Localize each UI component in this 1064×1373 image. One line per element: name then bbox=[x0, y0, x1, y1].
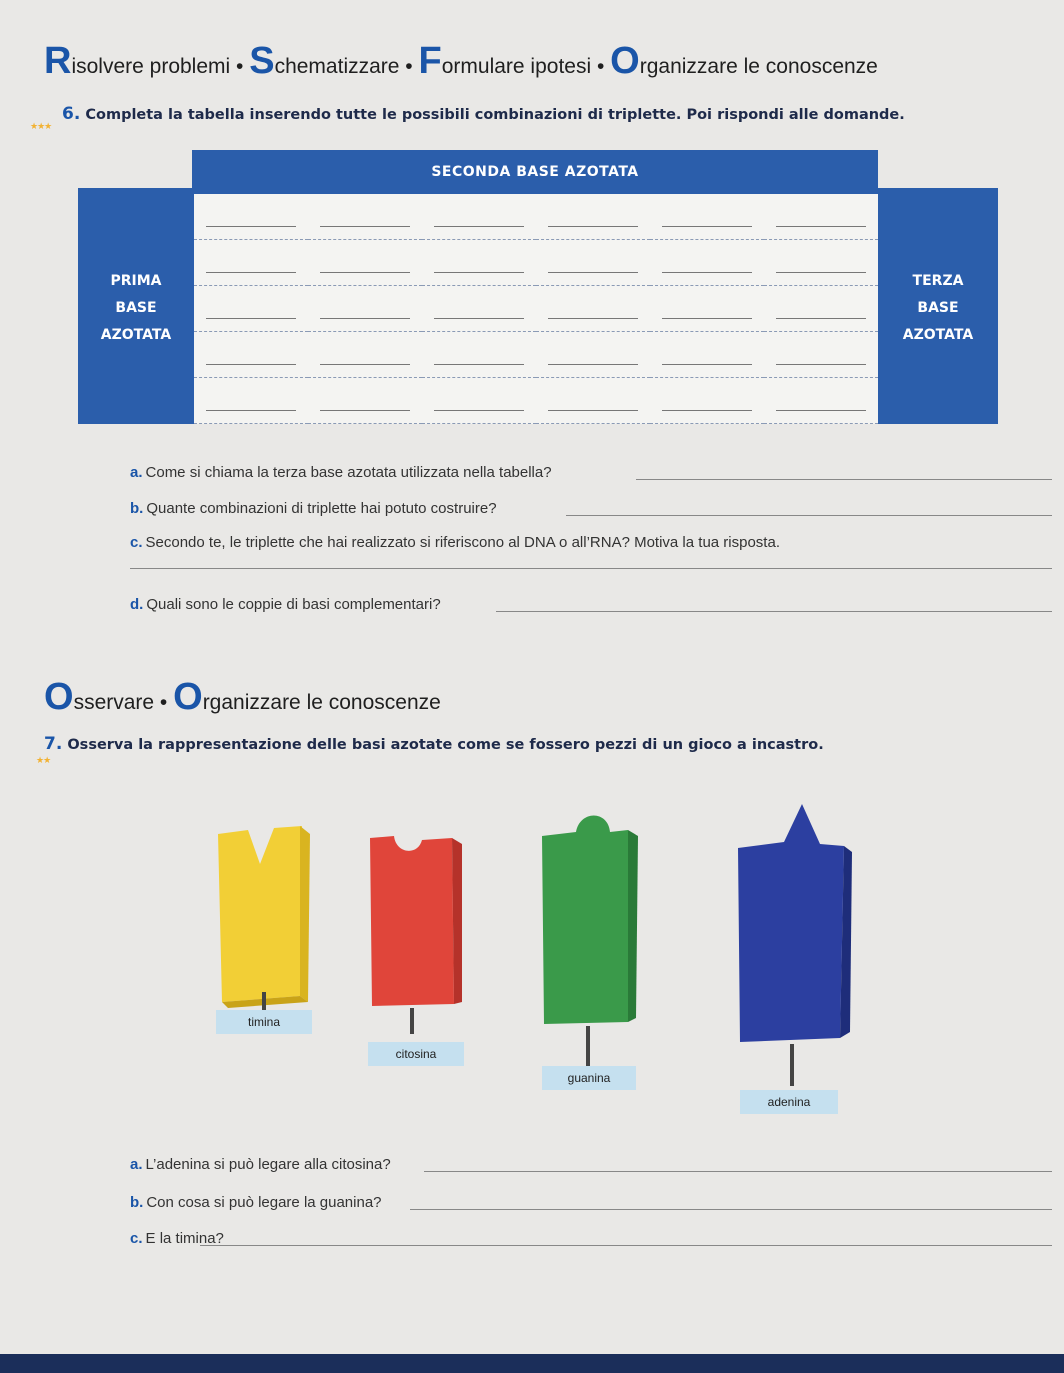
triplet-cell[interactable] bbox=[308, 332, 422, 378]
heading-initial: R bbox=[44, 40, 72, 82]
first-base-label-line: BASE bbox=[115, 300, 157, 316]
exercise-number: 7. bbox=[44, 734, 63, 754]
triplet-cell[interactable] bbox=[422, 194, 536, 240]
triplet-cell[interactable] bbox=[194, 194, 308, 240]
triplet-cell[interactable] bbox=[422, 378, 536, 424]
citosina-label: citosina bbox=[368, 1042, 464, 1066]
heading-word: rganizzare le conoscenze bbox=[639, 55, 878, 78]
heading-initial: F bbox=[418, 40, 442, 82]
question-6d bbox=[130, 596, 441, 613]
heading-word: sservare • bbox=[73, 691, 168, 714]
triplet-cell[interactable] bbox=[194, 286, 308, 332]
exercise-6-instruction bbox=[62, 104, 905, 124]
heading-initial: O bbox=[173, 676, 203, 718]
triplet-cell[interactable] bbox=[650, 332, 764, 378]
question-letter: c. bbox=[130, 534, 143, 551]
question-6c bbox=[130, 534, 780, 551]
adenina-piece-illustration bbox=[732, 800, 854, 1050]
triplet-cell[interactable] bbox=[308, 378, 422, 424]
triplet-cell[interactable] bbox=[422, 240, 536, 286]
first-base-label-line: AZOTATA bbox=[100, 327, 172, 343]
heading-word: rganizzare le conoscenze bbox=[202, 691, 441, 714]
difficulty-stars: ★★ bbox=[36, 756, 51, 766]
exercise-number: 6. bbox=[62, 104, 81, 124]
question-7a bbox=[130, 1156, 391, 1173]
heading-word: isolvere problemi • bbox=[71, 55, 244, 78]
first-base-label-line: PRIMA bbox=[110, 273, 162, 289]
triplet-cell[interactable] bbox=[764, 194, 878, 240]
adenina-label: adenina bbox=[740, 1090, 838, 1114]
question-letter: d. bbox=[130, 596, 144, 613]
question-text: L’adenina si può legare alla citosina? bbox=[145, 1156, 391, 1173]
heading-initial: O bbox=[44, 676, 74, 718]
triplet-cell[interactable] bbox=[650, 286, 764, 332]
question-letter: a. bbox=[130, 1156, 143, 1173]
question-text: Quante combinazioni di triplette hai potuto costruire? bbox=[146, 500, 497, 517]
exercise-text: Completa la tabella inserendo tutte le possibili combinazioni di triplette. Poi rispondi alle domande. bbox=[85, 107, 905, 123]
guanina-piece-illustration bbox=[536, 814, 640, 1034]
question-letter: a. bbox=[130, 464, 143, 481]
third-base-column bbox=[878, 188, 998, 424]
question-text: Con cosa si può legare la guanina? bbox=[146, 1194, 382, 1211]
exercise-7-instruction bbox=[44, 734, 824, 754]
question-text: Secondo te, le triplette che hai realizzato si riferiscono al DNA o all’RNA? Motiva la tua risposta. bbox=[145, 534, 780, 551]
triplet-cell[interactable] bbox=[536, 240, 650, 286]
triplet-cell[interactable] bbox=[650, 194, 764, 240]
answer-line-7b[interactable] bbox=[410, 1209, 1052, 1210]
third-base-label-line: AZOTATA bbox=[902, 327, 974, 343]
guanina-label: guanina bbox=[542, 1066, 636, 1090]
triplet-cell[interactable] bbox=[194, 240, 308, 286]
question-text: Quali sono le coppie di basi complementari? bbox=[146, 596, 441, 613]
triplet-cell[interactable] bbox=[764, 286, 878, 332]
third-base-label-line: TERZA bbox=[912, 273, 964, 289]
triplet-cell[interactable] bbox=[422, 332, 536, 378]
triplet-cell[interactable] bbox=[764, 240, 878, 286]
question-6a bbox=[130, 464, 552, 481]
triplet-cell[interactable] bbox=[536, 286, 650, 332]
difficulty-stars: ★★★ bbox=[30, 122, 52, 132]
heading-word: ormulare ipotesi • bbox=[441, 55, 605, 78]
section-heading-2 bbox=[44, 676, 441, 719]
triplet-cell[interactable] bbox=[308, 240, 422, 286]
question-text: Come si chiama la terza base azotata utilizzata nella tabella? bbox=[145, 464, 552, 481]
first-base-column bbox=[78, 188, 194, 424]
triplet-cell[interactable] bbox=[194, 378, 308, 424]
citosina-piece-illustration bbox=[366, 830, 466, 1020]
page-bottom-edge bbox=[0, 1354, 1064, 1373]
triplet-cell[interactable] bbox=[536, 332, 650, 378]
answer-line-7c[interactable] bbox=[200, 1245, 1052, 1246]
question-letter: b. bbox=[130, 500, 144, 517]
exercise-text: Osserva la rappresentazione delle basi azotate come se fossero pezzi di un gioco a incastro. bbox=[67, 737, 824, 753]
triplet-cell[interactable] bbox=[536, 194, 650, 240]
adenina-stem bbox=[790, 1044, 794, 1086]
third-base-label-line: BASE bbox=[917, 300, 959, 316]
section-heading-1 bbox=[44, 40, 878, 83]
table-header-second-base: SECONDA BASE AZOTATA bbox=[192, 150, 878, 194]
answer-line-6d[interactable] bbox=[496, 611, 1052, 612]
timina-stem bbox=[262, 992, 266, 1012]
triplet-cell[interactable] bbox=[650, 378, 764, 424]
answer-line-6c[interactable] bbox=[130, 568, 1052, 569]
heading-initial: O bbox=[610, 40, 640, 82]
question-6b bbox=[130, 500, 497, 517]
heading-word: chematizzare • bbox=[274, 55, 413, 78]
triplet-grid bbox=[194, 194, 878, 424]
triplet-cell[interactable] bbox=[422, 286, 536, 332]
timina-label: timina bbox=[216, 1010, 312, 1034]
answer-line-6a[interactable] bbox=[636, 479, 1052, 480]
question-letter: b. bbox=[130, 1194, 144, 1211]
question-7b bbox=[130, 1194, 382, 1211]
question-letter: c. bbox=[130, 1230, 143, 1247]
triplet-cell[interactable] bbox=[308, 194, 422, 240]
triplet-cell[interactable] bbox=[308, 286, 422, 332]
triplet-cell[interactable] bbox=[764, 378, 878, 424]
triplet-cell[interactable] bbox=[536, 378, 650, 424]
guanina-stem bbox=[586, 1026, 590, 1066]
triplet-cell[interactable] bbox=[650, 240, 764, 286]
triplet-cell[interactable] bbox=[764, 332, 878, 378]
question-text: E la timina? bbox=[145, 1230, 224, 1247]
citosina-stem bbox=[410, 1008, 414, 1034]
heading-initial: S bbox=[249, 40, 275, 82]
answer-line-6b[interactable] bbox=[566, 515, 1052, 516]
triplet-cell[interactable] bbox=[194, 332, 308, 378]
answer-line-7a[interactable] bbox=[424, 1171, 1052, 1172]
